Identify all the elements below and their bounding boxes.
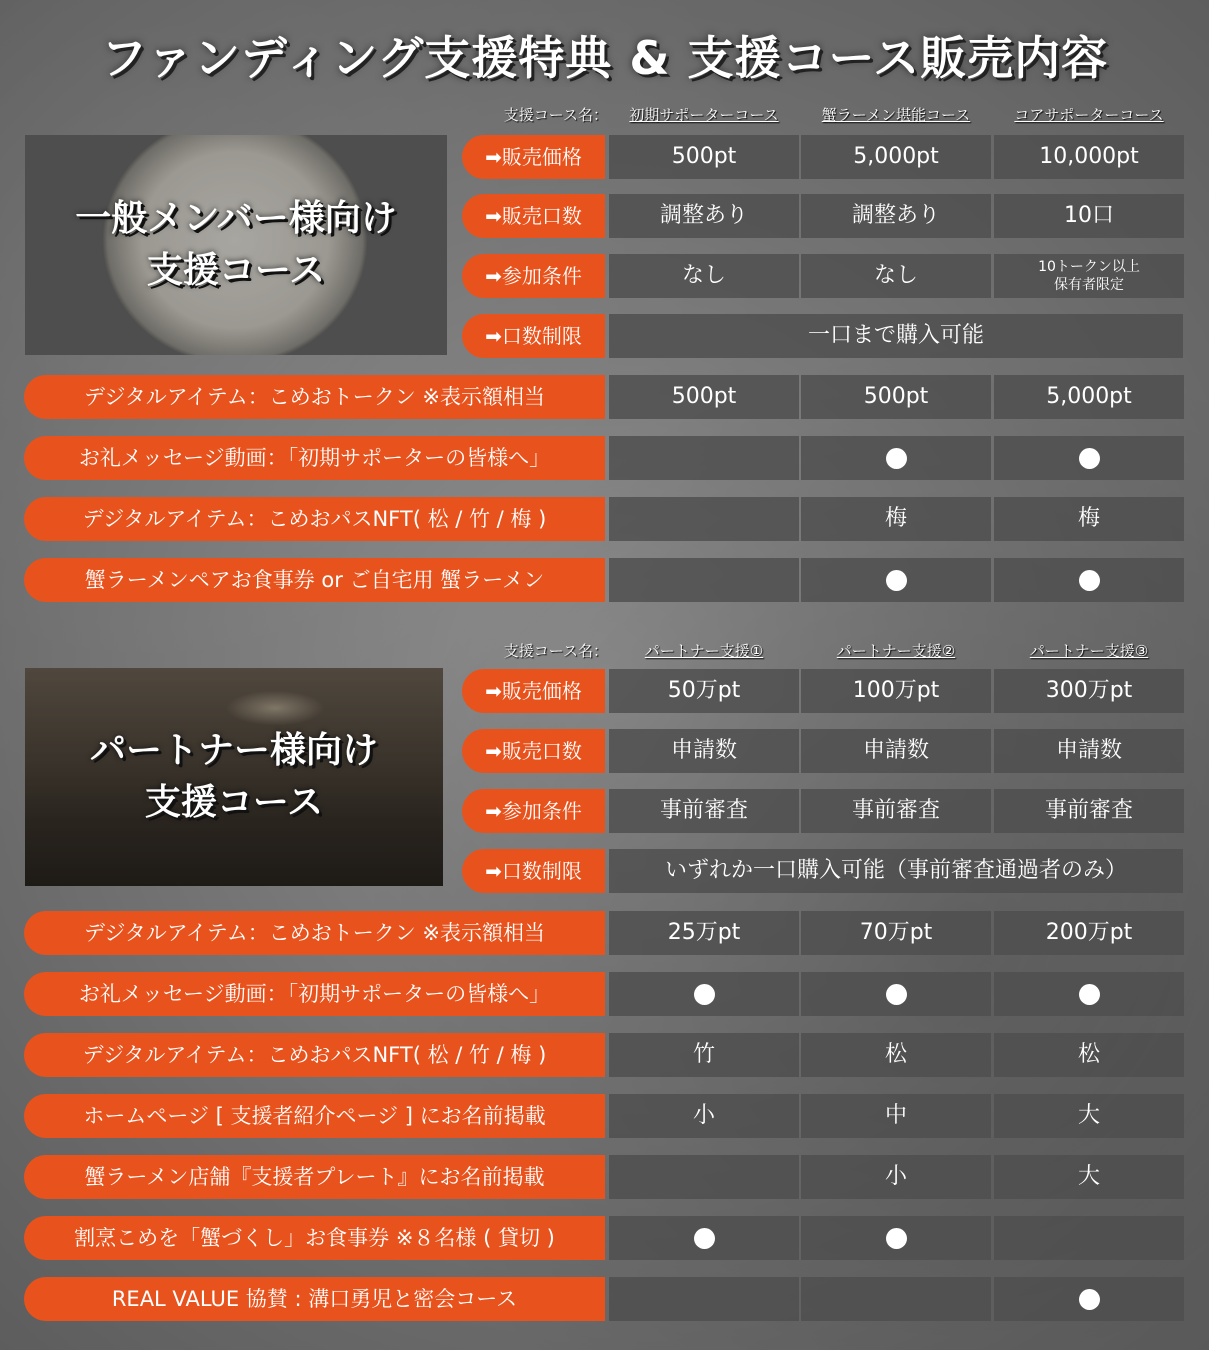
included-dot-icon	[886, 448, 907, 469]
condition-cell	[994, 254, 1184, 298]
plate-cell: 小	[801, 1155, 991, 1199]
course-header-label: 支援コース名：	[503, 642, 608, 660]
price-cell: 5,000pt	[801, 135, 991, 179]
token-cell: 25万pt	[609, 911, 799, 955]
units-cell: 申請数	[994, 729, 1184, 773]
token-label: デジタルアイテム：こめおトークン ※表示額相当	[24, 911, 605, 955]
units-tag: ➡販売口数	[462, 729, 605, 773]
homepage-cell: 中	[801, 1094, 991, 1138]
units-cell: 申請数	[801, 729, 991, 773]
token-cell: 500pt	[801, 375, 991, 419]
condition-line: 10トークン以上	[1038, 259, 1140, 275]
condition-cell: なし	[609, 254, 799, 298]
real-value-cell	[994, 1277, 1184, 1321]
video-cell	[801, 972, 991, 1016]
condition-cell: 事前審査	[994, 789, 1184, 833]
nft-cell: 松	[801, 1033, 991, 1077]
course-name: コアサポーターコース	[1014, 106, 1164, 124]
included-dot-icon	[694, 1228, 715, 1249]
condition-cell: なし	[801, 254, 991, 298]
course-name: パートナー支援③	[1029, 642, 1149, 660]
price-tag: ➡販売価格	[462, 135, 605, 179]
included-dot-icon	[886, 570, 907, 591]
limit-tag: ➡口数制限	[462, 314, 605, 358]
units-cell: 調整あり	[801, 194, 991, 238]
kappo-cell	[609, 1216, 799, 1260]
nft-label: デジタルアイテム：こめおパスNFT( 松 / 竹 / 梅 )	[24, 1033, 605, 1077]
token-label: デジタルアイテム：こめおトークン ※表示額相当	[24, 375, 605, 419]
included-dot-icon	[1079, 1289, 1100, 1310]
nft-cell	[609, 497, 799, 541]
condition-line: 保有者限定	[1053, 277, 1124, 293]
video-label: お礼メッセージ動画：「初期サポーターの皆様へ」	[24, 436, 605, 480]
meal-cell	[994, 558, 1184, 602]
limit-cell: 一口まで購入可能	[609, 314, 1183, 358]
real-value-cell	[609, 1277, 799, 1321]
plate-label: 蟹ラーメン店舗『支援者プレート』にお名前掲載	[24, 1155, 605, 1199]
nft-cell: 竹	[609, 1033, 799, 1077]
included-dot-icon	[694, 984, 715, 1005]
limit-cell: いずれか一口購入可能（事前審査通過者のみ）	[609, 849, 1183, 893]
units-cell: 申請数	[609, 729, 799, 773]
video-cell	[994, 436, 1184, 480]
price-cell: 300万pt	[994, 669, 1184, 713]
token-cell: 5,000pt	[994, 375, 1184, 419]
meal-cell	[801, 558, 991, 602]
course-name: 蟹ラーメン堪能コース	[821, 106, 971, 124]
included-dot-icon	[886, 1228, 907, 1249]
homepage-cell: 大	[994, 1094, 1184, 1138]
units-cell: 調整あり	[609, 194, 799, 238]
included-dot-icon	[1079, 448, 1100, 469]
plate-cell: 大	[994, 1155, 1184, 1199]
nft-cell: 松	[994, 1033, 1184, 1077]
price-cell: 500pt	[609, 135, 799, 179]
units-cell: 10口	[994, 194, 1184, 238]
token-cell: 70万pt	[801, 911, 991, 955]
course-name: パートナー支援②	[836, 642, 956, 660]
price-cell: 10,000pt	[994, 135, 1184, 179]
video-cell	[994, 972, 1184, 1016]
kappo-cell	[994, 1216, 1184, 1260]
photo-title-line: 支援コース	[144, 782, 324, 823]
token-cell: 200万pt	[994, 911, 1184, 955]
condition-cell: 事前審査	[801, 789, 991, 833]
meal-cell	[609, 558, 799, 602]
included-dot-icon	[1079, 570, 1100, 591]
kappo-label: 割烹こめを「蟹づくし」お食事券 ※８名様 ( 貸切 )	[24, 1216, 605, 1260]
meal-label: 蟹ラーメンペアお食事券 or ご自宅用 蟹ラーメン	[24, 558, 605, 602]
video-label: お礼メッセージ動画：「初期サポーターの皆様へ」	[24, 972, 605, 1016]
photo-title-line: 一般メンバー様向け	[75, 198, 397, 239]
price-cell: 100万pt	[801, 669, 991, 713]
kappo-cell	[801, 1216, 991, 1260]
course-name: 初期サポーターコース	[629, 106, 779, 124]
page-title: ファンディング支援特典 & 支援コース販売内容	[100, 31, 1109, 85]
partner-course-title	[90, 725, 378, 829]
condition-cell: 事前審査	[609, 789, 799, 833]
units-tag: ➡販売口数	[462, 194, 605, 238]
real-value-cell	[801, 1277, 991, 1321]
price-tag: ➡販売価格	[462, 669, 605, 713]
token-cell: 500pt	[609, 375, 799, 419]
plate-cell	[609, 1155, 799, 1199]
course-header-label: 支援コース名：	[503, 106, 608, 124]
nft-label: デジタルアイテム：こめおパスNFT( 松 / 竹 / 梅 )	[24, 497, 605, 541]
limit-tag: ➡口数制限	[462, 849, 605, 893]
restaurant-photo	[25, 668, 443, 886]
video-cell	[609, 972, 799, 1016]
general-member-course-title	[75, 193, 396, 297]
homepage-cell: 小	[609, 1094, 799, 1138]
nft-cell: 梅	[994, 497, 1184, 541]
nft-cell: 梅	[801, 497, 991, 541]
video-cell	[801, 436, 991, 480]
condition-tag: ➡参加条件	[462, 254, 605, 298]
course-name: パートナー支援①	[644, 642, 764, 660]
included-dot-icon	[1079, 984, 1100, 1005]
photo-title-line: 支援コース	[146, 250, 326, 291]
included-dot-icon	[886, 984, 907, 1005]
video-cell	[609, 436, 799, 480]
price-cell: 50万pt	[609, 669, 799, 713]
homepage-label: ホームページ [ 支援者紹介ページ ] にお名前掲載	[24, 1094, 605, 1138]
real-value-label: REAL VALUE 協賛 : 溝口勇児と密会コース	[24, 1277, 605, 1321]
ramen-photo	[25, 135, 447, 355]
photo-title-line: パートナー様向け	[89, 730, 378, 771]
condition-tag: ➡参加条件	[462, 789, 605, 833]
